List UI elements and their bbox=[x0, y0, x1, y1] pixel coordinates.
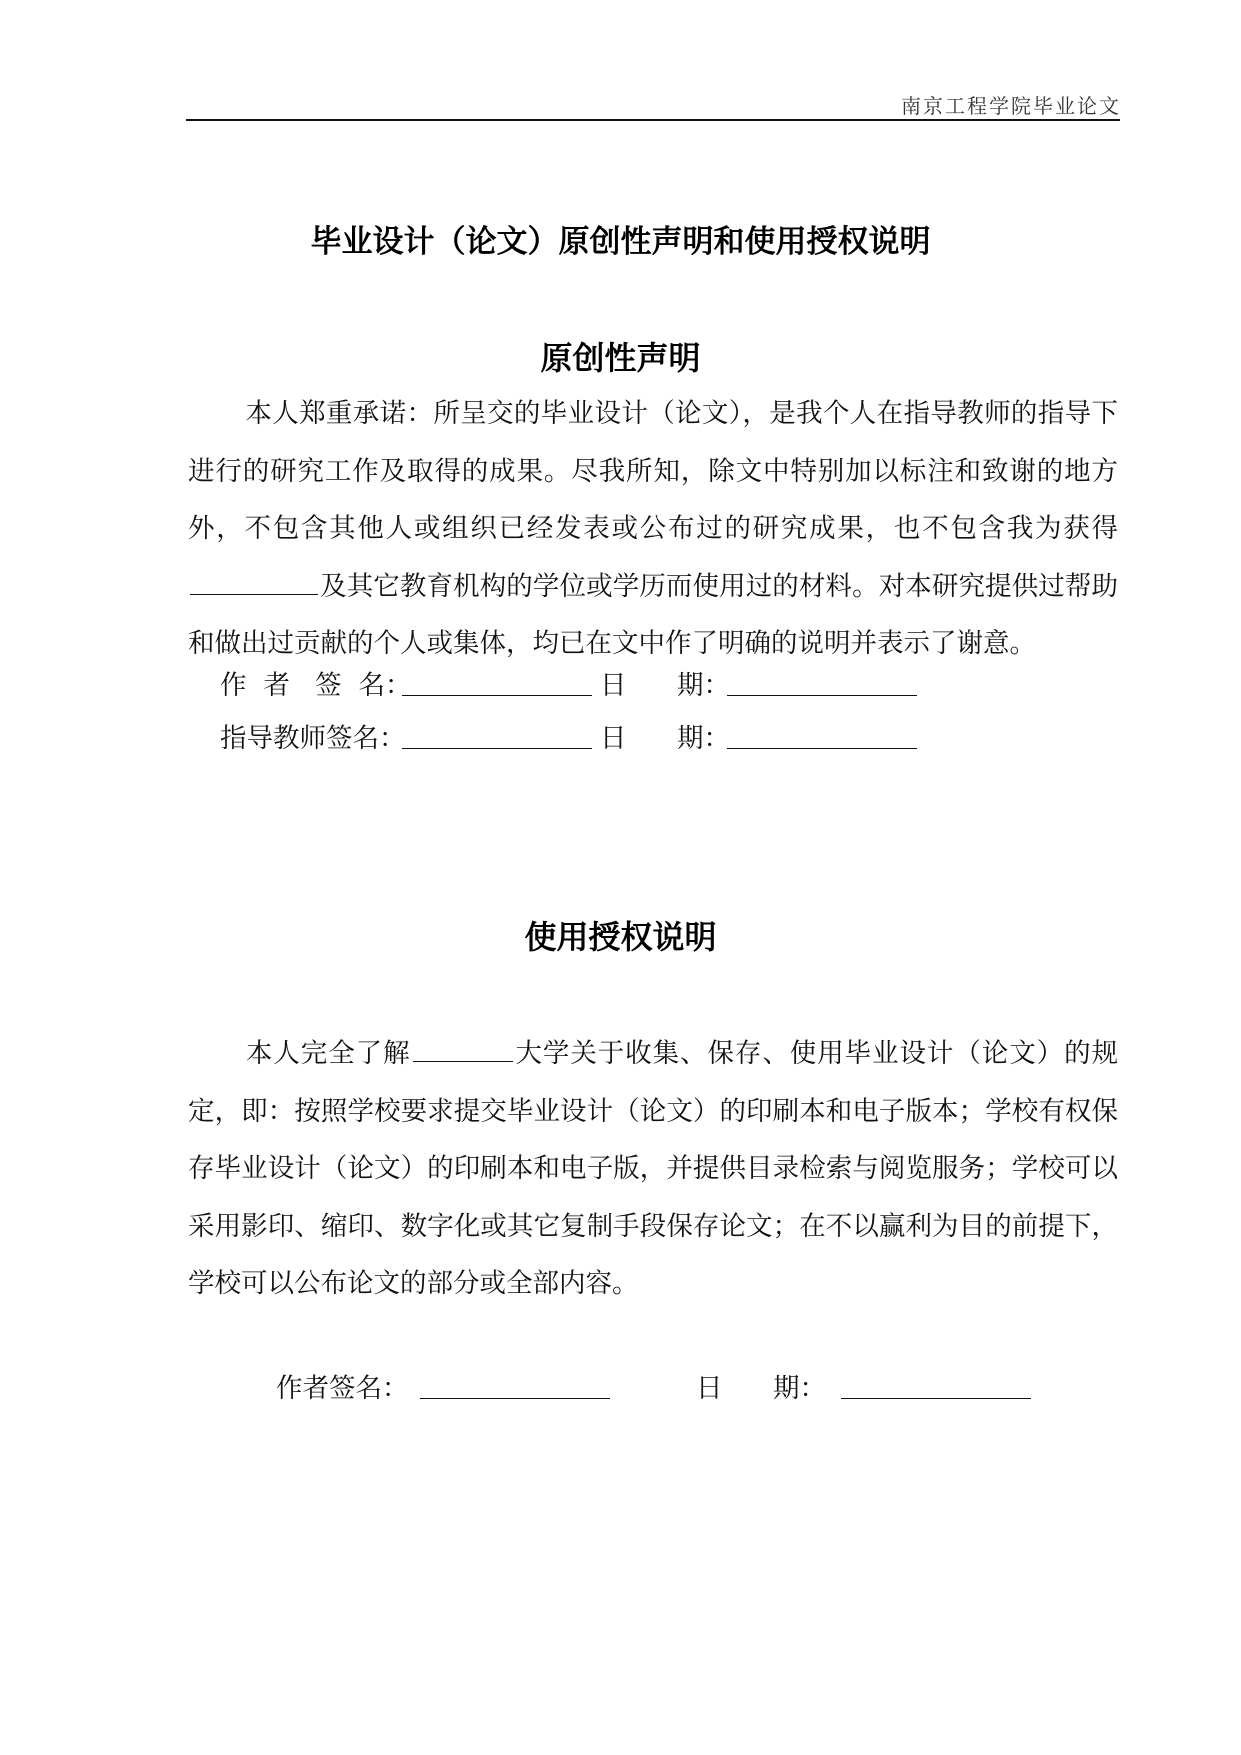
advisor-signature-row bbox=[220, 716, 920, 756]
authorization-signature-field[interactable] bbox=[420, 1398, 610, 1399]
authorization-paragraph bbox=[188, 1025, 1118, 1313]
author-date-field[interactable] bbox=[727, 695, 917, 696]
advisor-signature-label: 指导教师签名： bbox=[220, 723, 406, 754]
originality-paragraph bbox=[188, 385, 1118, 673]
authorization-text-part1: 本人完全了解 bbox=[245, 1038, 411, 1069]
originality-text-part2: 及其它教育机构的学位或学历而使用过的材料。对本研究提供过帮助和做出过贡献的个人或集体，均已在文中作了明确的说明并表示了谢意。 bbox=[188, 570, 1118, 659]
header-institution: 南京工程学院毕业论文 bbox=[901, 94, 1121, 118]
originality-text-part1: 本人郑重承诺：所呈交的毕业设计（论文），是我个人在指导教师的指导下进行的研究工作及取得的成果。尽我所知，除文中特别加以标注和致谢的地方外，不包含其他人或组织已经发表或公布过的研究成果，也不包含我为获得 bbox=[188, 398, 1118, 544]
page-title: 毕业设计（论文）原创性声明和使用授权说明 bbox=[310, 224, 931, 260]
originality-title: 原创性声明 bbox=[540, 339, 701, 377]
author-signature-label: 作 者 签 名： bbox=[220, 670, 412, 701]
authorization-date-label: 日 期： bbox=[696, 1373, 827, 1404]
author-signature-row bbox=[220, 663, 920, 703]
author-date-label: 日 期： bbox=[600, 670, 731, 701]
advisor-date-field[interactable] bbox=[727, 748, 917, 749]
author-signature-field[interactable] bbox=[402, 695, 592, 696]
authorization-signature-label: 作者签名： bbox=[276, 1373, 409, 1404]
university-name-blank[interactable] bbox=[413, 1033, 513, 1062]
header-rule bbox=[186, 119, 1120, 121]
authorization-signature-row bbox=[276, 1366, 1036, 1406]
degree-institution-blank[interactable] bbox=[190, 566, 318, 595]
authorization-date-field[interactable] bbox=[841, 1398, 1031, 1399]
authorization-title: 使用授权说明 bbox=[524, 918, 717, 956]
authorization-text-part2: 大学关于收集、保存、使用毕业设计（论文）的规定，即：按照学校要求提交毕业设计（论文）的印刷本和电子版本；学校有权保存毕业设计（论文）的印刷本和电子版，并提供目录检索与阅览服务；学校可以采用影印、缩印、数字化或其它复制手段保存论文；在不以赢利为目的前提下，学校可以公布论文的部分或全部内容。 bbox=[188, 1038, 1119, 1299]
advisor-date-label: 日 期： bbox=[600, 723, 731, 754]
advisor-signature-field[interactable] bbox=[402, 748, 592, 749]
